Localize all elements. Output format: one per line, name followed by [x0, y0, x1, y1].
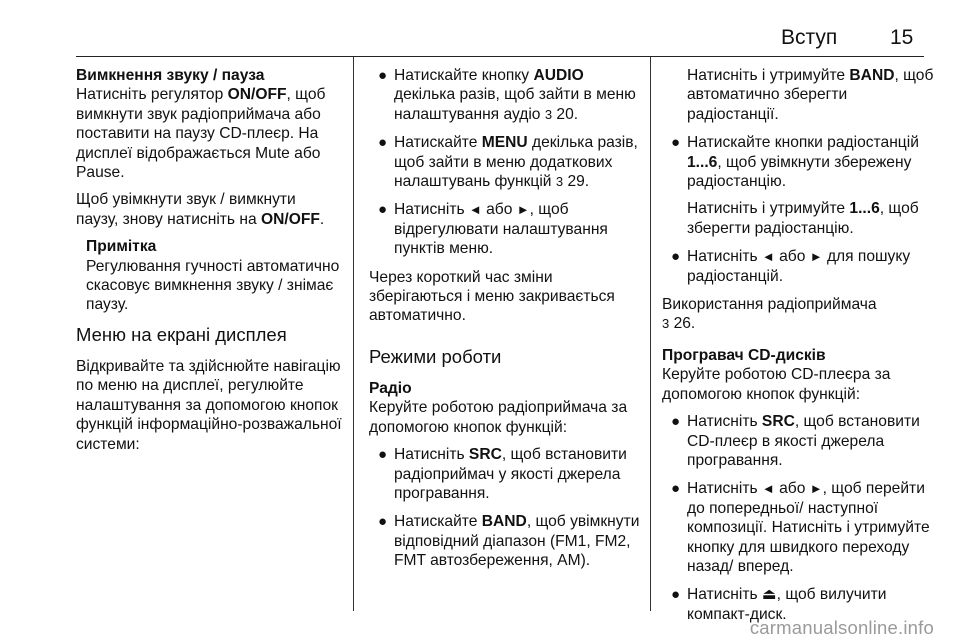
header-rule [76, 56, 924, 57]
page-ref-icon: 3 [555, 174, 564, 190]
menu-paragraph: Відкривайте та здійснюйте навігацію по меню на дисплеї, регулюйте налаштування за допомогою кнопок функцій інформаційно-розважальної системи: [76, 357, 342, 453]
list-item: ● Натисніть SRC, щоб встановити CD-плеєр в якості джерела програвання. [671, 413, 920, 469]
bullet-icon: ● [378, 446, 388, 464]
column-1 [76, 66, 342, 462]
list-item: ● Натисніть ⏏, щоб вилучити компакт-диск. [671, 586, 887, 623]
bullet-icon: ● [378, 134, 388, 152]
list-item: ● Натискайте кнопки радіостанцій 1...6, щоб увімкнути збережену радіостанцію. Натисніть і утримуйте 1...6, щоб зберегти радіостанцію. [671, 134, 919, 237]
cd-heading: Програвач CD-дисків [662, 346, 826, 364]
column-2 [369, 66, 641, 580]
list-item: ● Натисніть SRC, щоб встановити радіоприймач у якості джерела програвання. [378, 446, 627, 502]
mute-paragraph-2: Щоб увімкнути звук / вимкнути паузу, знову натисніть на ON/OFF. [76, 191, 325, 228]
menu-close-paragraph: Через короткий час зміни зберігаються і меню закривається автоматично. [369, 268, 615, 325]
bullet-icon: ● [671, 413, 681, 431]
page-title: Вступ [781, 26, 838, 49]
radio-usage-reference: Використання радіоприймача 3 26. [662, 296, 877, 333]
page-number: 15 [890, 26, 914, 49]
page-ref-icon: 3 [662, 316, 670, 332]
left-arrow-icon: ◄ [761, 249, 775, 265]
note-box [86, 237, 342, 315]
bullet-icon: ● [671, 134, 681, 152]
continued-text: Натисніть і утримуйте BAND, щоб автоматично зберегти радіостанції. [687, 67, 934, 123]
left-arrow-icon: ◄ [761, 481, 775, 497]
cd-paragraph: Керуйте роботою CD-плеєра за допомогою кнопок функцій: [662, 366, 891, 403]
column-divider-1 [353, 57, 354, 611]
radio-paragraph: Керуйте роботою радіоприймача за допомогою кнопок функцій: [369, 399, 628, 436]
list-item: ● Натисніть ◄ або ►, щоб відрегулювати налаштування пунктів меню. [378, 201, 608, 258]
eject-icon: ⏏ [761, 586, 777, 604]
list-item: ● Натискайте кнопку AUDIO декілька разів, щоб зайти в меню налаштування аудіо 3 20. [378, 67, 636, 123]
bullet-icon: ● [378, 201, 388, 219]
bullet-icon: ● [671, 248, 681, 266]
radio-heading: Радіо [369, 379, 412, 397]
mute-paragraph-1: Натисніть регулятор ON/OFF, щоб вимкнути звук радіоприймача або поставити на паузу CD-плеєр. На дисплеї відображається Mute або Pause. [76, 86, 326, 182]
list-item: ● Натисніть ◄ або ► для пошуку радіостанцій. [671, 248, 911, 285]
page-header [0, 26, 960, 56]
list-item: ● Натискайте MENU декілька разів, щоб зайти в меню додаткових налаштувань функцій 3 29. [378, 134, 638, 191]
bullet-icon: ● [671, 480, 681, 498]
modes-heading: Режими роботи [369, 345, 502, 367]
left-arrow-icon: ◄ [468, 202, 482, 218]
bullet-icon: ● [671, 586, 681, 604]
right-arrow-icon: ► [809, 249, 823, 265]
list-item: ● Натискайте BAND, щоб увімкнути відповідний діапазон (FM1, FM2, FMT автозбереження, AM). [378, 513, 640, 570]
menu-heading: Меню на екрані дисплея [76, 323, 287, 345]
column-divider-2 [650, 57, 651, 611]
bullet-icon: ● [378, 67, 388, 84]
right-arrow-icon: ► [516, 202, 530, 218]
watermark: carmanualsonline.info [749, 617, 934, 638]
note-text: Регулювання гучності автоматично скасовує вимкнення звуку / знімає паузу. [86, 257, 340, 314]
list-item: ● Натисніть ◄ або ►, щоб перейти до попередньої/ наступної композиції. Натисніть і утримуйте кнопку для швидкого переходу назад/ вперед. [671, 480, 930, 575]
note-title: Примітка [86, 238, 157, 256]
right-arrow-icon: ► [809, 481, 823, 497]
mute-heading: Вимкнення звуку / пауза [76, 67, 265, 84]
bullet-icon: ● [378, 513, 388, 531]
page-ref-icon: 3 [544, 106, 553, 122]
column-3 [662, 66, 934, 633]
